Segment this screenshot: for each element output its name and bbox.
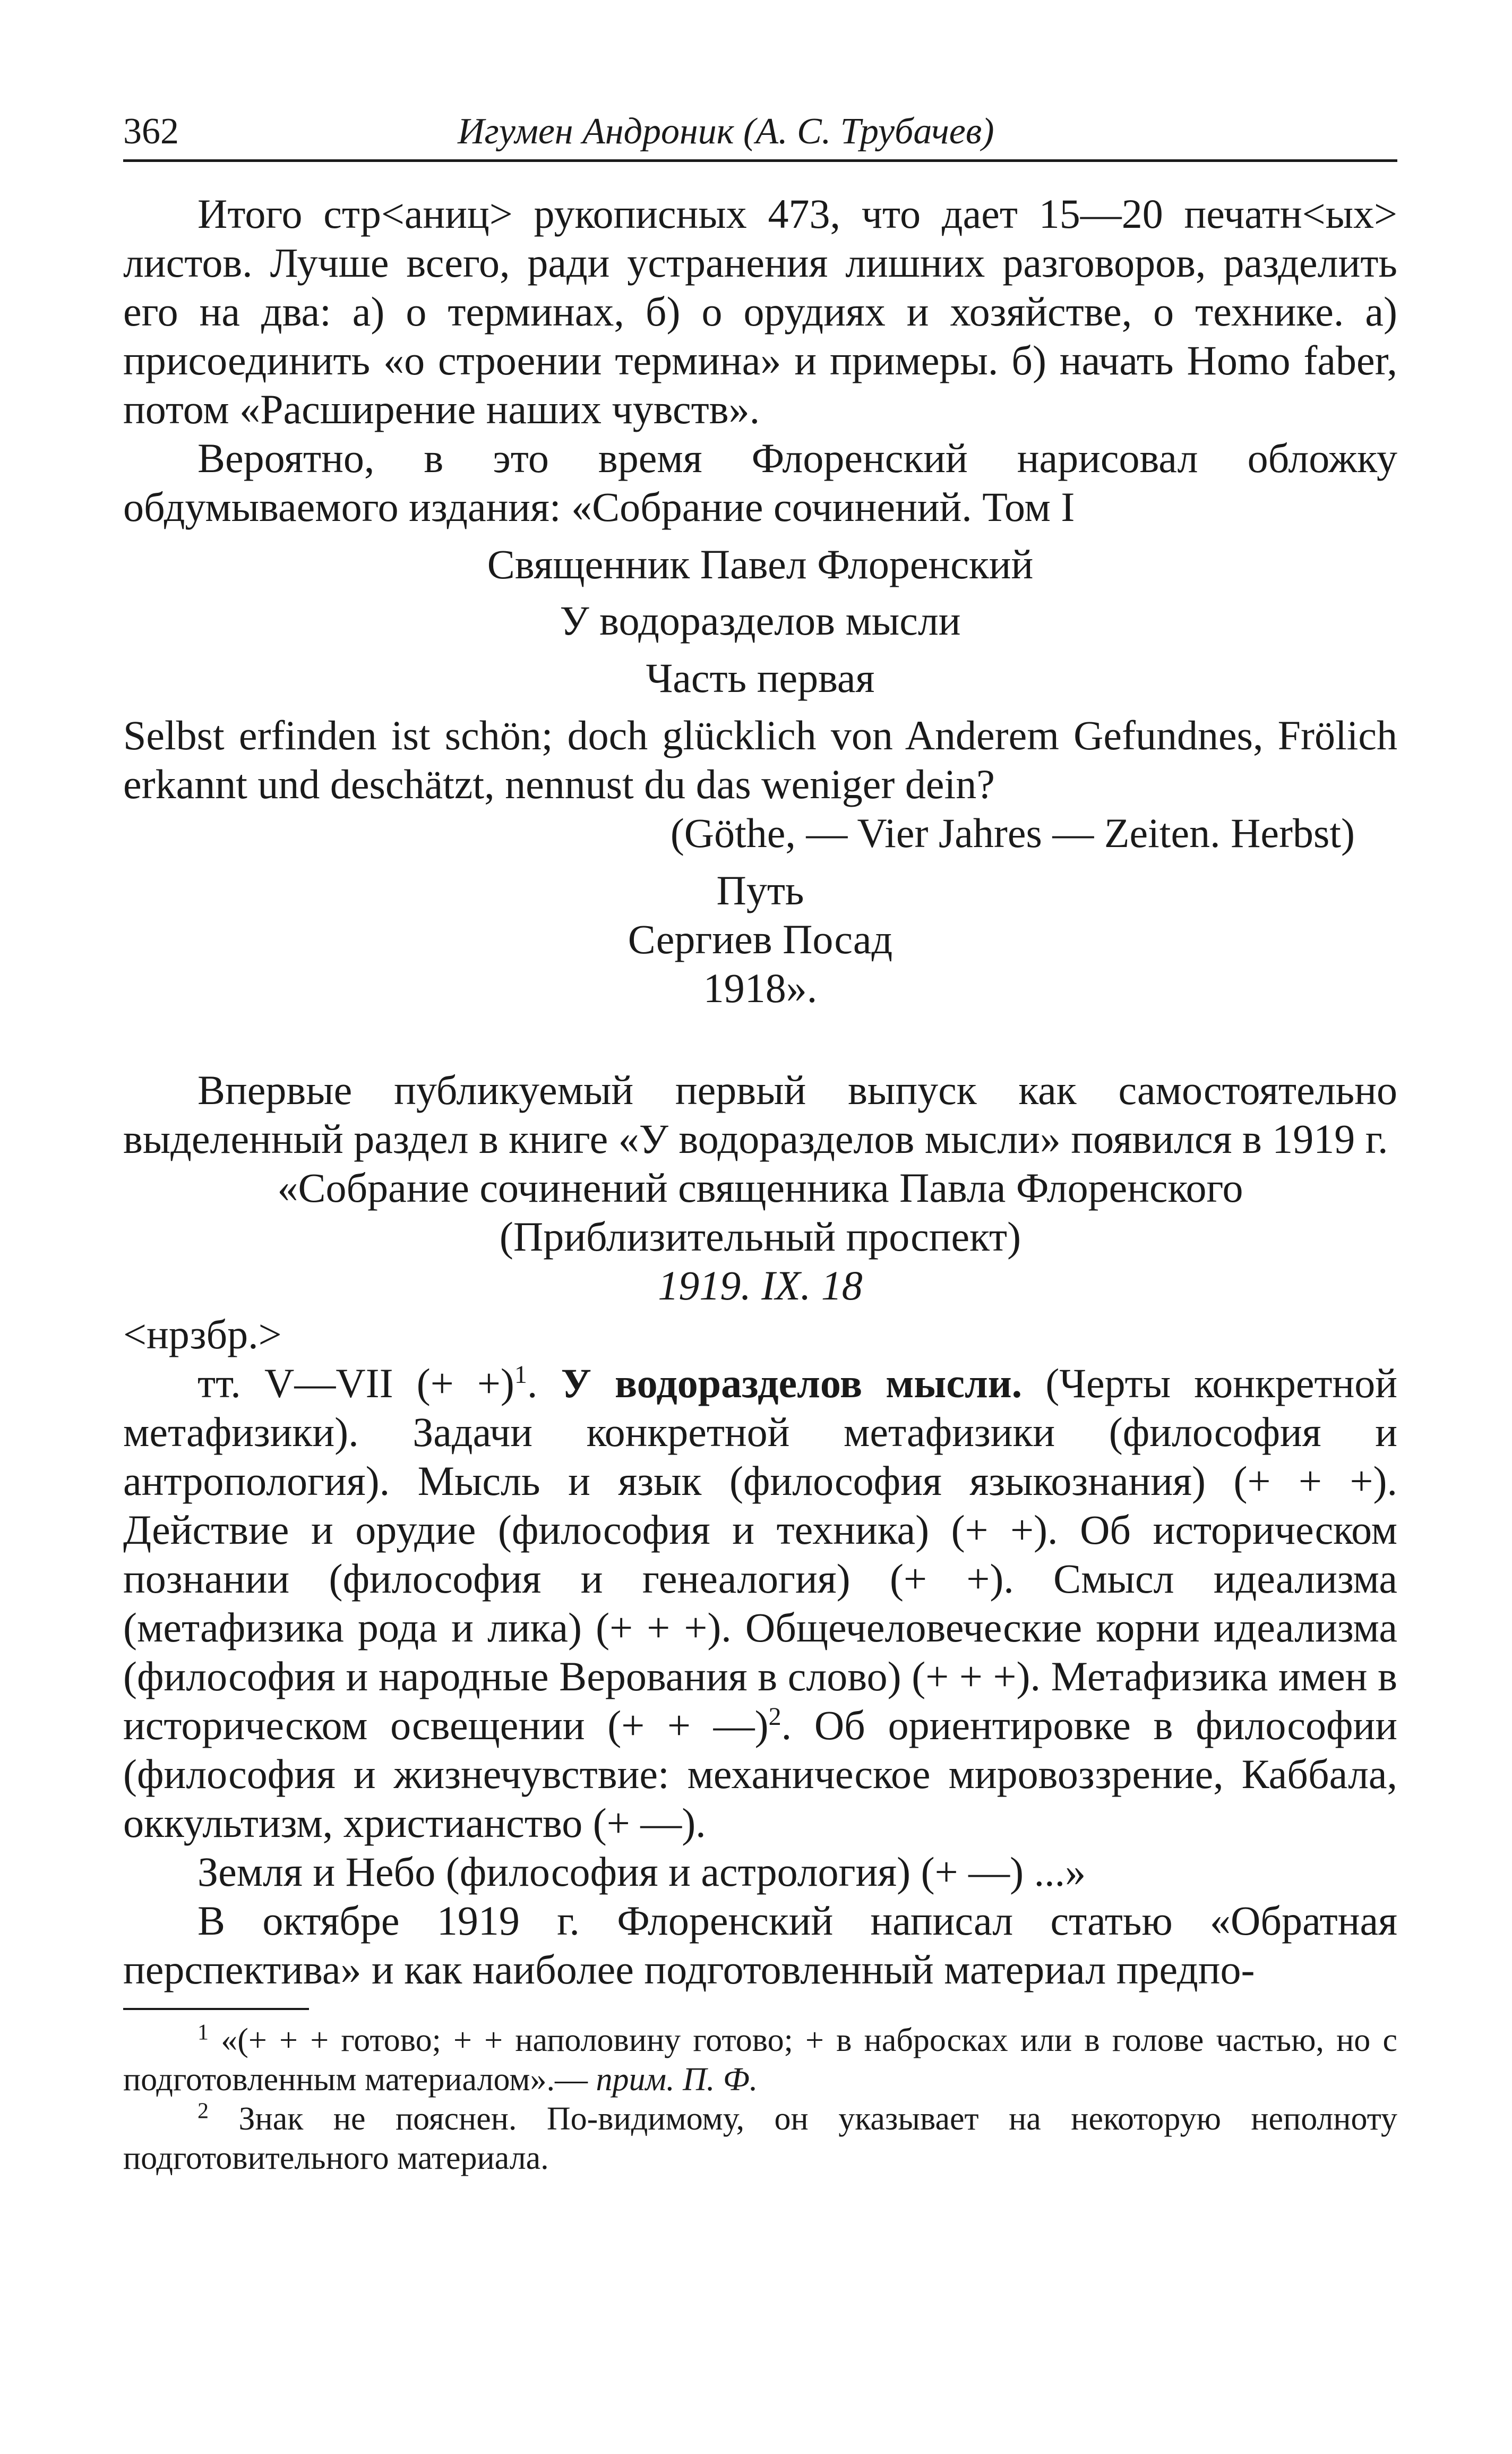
footnote-ref: 2 bbox=[768, 1703, 781, 1731]
cover-title: У водоразделов мысли bbox=[560, 597, 961, 644]
footnote-text: «(+ + + готово; + + наполовину готово; + в набросках или в голове частью, но с подготовленным материалом».— bbox=[123, 2022, 1398, 2098]
paragraph: В октябре 1919 г. Флоренский написал статью «Обратная перспектива» и как наиболее подготовленный материал предпо- bbox=[123, 1897, 1397, 1993]
paragraph: Итого стр<аниц> рукописных 473, что дает 15—20 печатн<ых> листов. Лучше всего, ради устранения лишних разговоров, разделить его на два: а) о терминах, б) о орудиях и хозяйстве, о технике. а) присоединить «о строении термина» и примеры. б) начать Homo faber, потом «Расширение наших чувств». bbox=[123, 191, 1397, 432]
main-text bbox=[123, 190, 1397, 1994]
page-header bbox=[123, 106, 1397, 162]
cover-author: Священник Павел Флоренский bbox=[487, 541, 1034, 587]
epigraph: Selbst erfinden ist schön; doch glücklich von Anderem Gefundnes, Frölich erkannt und deschätzt, nennust du das weniger dein? bbox=[123, 712, 1397, 807]
page-number: 362 bbox=[123, 111, 179, 152]
footnote-note: прим. П. Ф. bbox=[596, 2062, 758, 2098]
footnote-ref: 1 bbox=[514, 1361, 527, 1389]
contents-text: . Об ориентировке в философии (философия и жизнечувствие: механическое мировоззрение, Каббала, оккультизм, христианство (+ —). bbox=[123, 1702, 1397, 1846]
footnote-text: Знак не пояснен. По-видимому, он указывает на некоторую неполноту подготовительного материала. bbox=[123, 2101, 1398, 2176]
illegible-mark: <нрзбр.> bbox=[123, 1311, 282, 1357]
cover-place: Сергиев Посад bbox=[628, 916, 893, 962]
prospect-subtitle: (Приблизительный проспект) bbox=[499, 1213, 1021, 1260]
cover-part: Часть первая bbox=[646, 655, 875, 701]
footnote-mark: 1 bbox=[197, 2020, 209, 2045]
footnote bbox=[123, 2099, 1397, 2178]
epigraph-source: (Göthe, — Vier Jahres — Zeiten. Herbst) bbox=[670, 810, 1355, 856]
cover-year: 1918». bbox=[703, 965, 818, 1011]
prospect-title: «Собрание сочинений священника Павла Флоренского bbox=[277, 1165, 1243, 1211]
paragraph: тт. V—VII (+ +)$^1$. У водоразделов мысли. (Черты конкретной метафизики). Задачи конкретной метафизики (философия и антропология). Мысль и язык (философия языкознания) (+ + +). Действие и орудие (философия и техника) (+ +). Об историческом познании (философия и генеалогия) (+ +). Смысл идеализма (метафизика рода и лика) (+ + +). Общечеловеческие корни идеализма (философия и народные Верования в слово) (+ + +). Метафизика имен в историческом освещении (+ + —)$^2$. Об ориентировке в философии (философия и жизнечувствие: механическое мировоззрение, Каббала, оккультизм, христианство (+ —). bbox=[123, 1360, 1398, 1846]
footnote-mark: 2 bbox=[197, 2099, 209, 2124]
footnote bbox=[123, 2021, 1397, 2099]
contents-text: (Черты конкретной метафизики). Задачи конкретной метафизики (философия и антропология). Мысль и язык (философия языкознания) (+ + +). Действие и орудие (философия и техника) (+ +). Об историческом познании (философия и генеалогия) (+ +). Смысл идеализма (метафизика рода и лика) (+ + +). Общечеловеческие корни идеализма (философия и народные Верования в слово) (+ + +). Метафизика имен в историческом освещении (+ + —) bbox=[123, 1360, 1398, 1748]
cover-publisher: Путь bbox=[716, 867, 804, 913]
paragraph: Вероятно, в это время Флоренский нарисовал обложку обдумываемого издания: «Собрание сочинений. Том I bbox=[123, 435, 1397, 530]
prospect-date: 1919. IX. 18 bbox=[658, 1262, 863, 1309]
volume-range: тт. V—VII (+ +) bbox=[197, 1360, 514, 1406]
paragraph: Земля и Небо (философия и астрология) (+ —) ...» bbox=[197, 1849, 1086, 1895]
work-title: У водоразделов мысли. bbox=[561, 1360, 1023, 1406]
paragraph: Впервые публикуемый первый выпуск как самостоятельно выделенный раздел в книге «У водоразделов мысли» появился в 1919 г. bbox=[123, 1067, 1397, 1162]
footnotes bbox=[123, 2021, 1397, 2178]
book-page bbox=[123, 106, 1397, 2178]
running-title: Игумен Андроник (А. С. Трубачев) bbox=[458, 111, 994, 152]
footnote-divider bbox=[123, 2008, 309, 2010]
